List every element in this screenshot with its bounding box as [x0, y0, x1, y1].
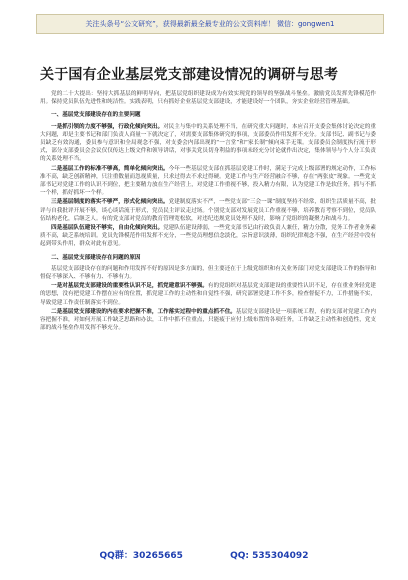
- paragraph-text: 有的党组织对基层党支部建设的重要性认识不足，存在重业务轻党建的思想，没有把党建工作摆在应有的位置，抓党建工作的主动性和自觉性不强，研究部署党建工作不多，检查督促不力，工作措施不实，导致党建工作责任制落实不到位。: [40, 283, 376, 306]
- paragraph-lead: 二是基层工作的标准不够高，简单化倾向突出。: [51, 165, 169, 172]
- header-banner: 关注头条号“公文研究”，获得最新最全最专业的公文资料库！ 微信：gongwen1: [36, 14, 384, 34]
- paragraph-text: 党建制度落实不严，一些党支部“三会一课”制度坚持不经常，组织生活质量不高，批评与自我批评开展不够，谈心谈话流于形式，党员民主评议走过场。个别党支部对发展党员工作重视不够，培养教育考察不到位，党员队伍结构老化，后继乏人。有的党支部对党员的教育管理宽松软，对违纪违规党员处理不及时，影响了党组织的凝聚力和战斗力。: [40, 199, 376, 222]
- paragraph-text: 基层党支部建设是一项系统工程，有的支部对党建工作内容把握不准，对如何开展工作缺乏思路和办法，工作中抓不住重点，只能疲于应付上级布置的各项任务，工作缺乏主动性和创造性，党支部的战斗堡垒作用发挥不够充分。: [40, 308, 376, 332]
- paragraph-text: 对民主与集中的关系处理不当，在研究重大问题时，本应召开支委会集体讨论决定的重大问题，却是主要书记和部门负责人商量一下就决定了，对需要支部集体研究的事项，支部委员作用发挥不充分。支部书记、副书记与委员缺乏有效沟通，委员参与意识和全局观念不强，对支委会内部出现的“一言堂”和“家长制”倾向束手无策。支部委员会制度执行流于形式，部分支部委员会会议仅仅传达上级文件和领导讲话，对事关党员切身利益的事项未经充分讨论就作出决定，集体领导与个人分工负责的关系处理不当。: [40, 123, 376, 163]
- section-heading: 二、基层党支部建设存在问题的原因: [51, 254, 141, 261]
- paragraph-lead: 四是基层队伍建设不够实，自由化倾向突出。: [51, 225, 164, 232]
- body-paragraph: [40, 308, 376, 333]
- paragraph-text: 基层党支部建设存在的问题和作用发挥不好的原因是多方面的，但主要还在于上级党组织和有关业务部门对党支部建设工作的指导和督促不够深入、不够有力、不够有力。: [40, 265, 376, 281]
- paragraph-text: 党建队伍建设薄弱，一些党支部书记由行政负责人兼任，精力分散，党务工作者业务素质不高，缺乏系统培训。党员先锋模范作用发挥不充分，一些党员理想信念淡化，宗旨意识淡薄，组织纪律观念不强，在生产经营中没有起到带头作用，群众对此有意见。: [40, 225, 376, 248]
- paragraph-text: 今年一些基层党支部在抓基层党建工作时，满足于完成上级部署的规定动作，工作标准不高，缺乏创新精神，只注重数量而忽视质量，只求过得去不求过得硬。党建工作与生产经营融合不够，存在“两张皮”现象。一些党支部书记对党建工作的认识不到位，把主要精力放在生产经营上，对党建工作重视不够，投入精力有限，认为党建工作是软任务，抓与不抓一个样，抓好抓坏一个样。: [40, 165, 376, 197]
- paragraph-lead: 一是对基层党支部建设的重要性认识不足，抓党建意识不够强。: [51, 283, 208, 290]
- paragraph-lead: 二是基层党支部建设的内在要求把握不准，工作落实过程中的重点抓不住。: [51, 308, 236, 315]
- document-body: [40, 90, 376, 530]
- footer-qq: QQ: 535304092: [230, 551, 309, 561]
- body-paragraph: [40, 282, 376, 307]
- footer-qq-group: QQ群：30265665: [99, 551, 183, 561]
- paragraph-lead: 一是抓引领的力度不够强，行政化倾向突出。: [51, 123, 164, 130]
- document-title: 关于国有企业基层党支部建设情况的调研与思考: [40, 67, 339, 83]
- body-paragraph: [40, 165, 376, 198]
- body-paragraph: [40, 265, 376, 281]
- paragraph-text: 党的二十大提出：坚持大抓基层的鲜明导向，把基层党组织建设成为有效实现党的领导的坚强战斗堡垒。激励党员发挥先锋模范作用。保持党员队伍先进性和纯洁性。实践表明，只有抓好企业基层党支部建设，才能建设好一个团队，夯实企业经营管理基础。: [40, 91, 376, 106]
- body-paragraph: [40, 90, 376, 106]
- body-paragraph: [40, 224, 376, 249]
- footer: [0, 548, 408, 561]
- body-paragraph: [40, 198, 376, 223]
- paragraph-lead: 三是基层制度的落实不够严，形式化倾向突出。: [51, 199, 169, 206]
- body-paragraph: [40, 123, 376, 164]
- section-heading: 一、基层党支部建设存在的主要问题: [51, 112, 141, 119]
